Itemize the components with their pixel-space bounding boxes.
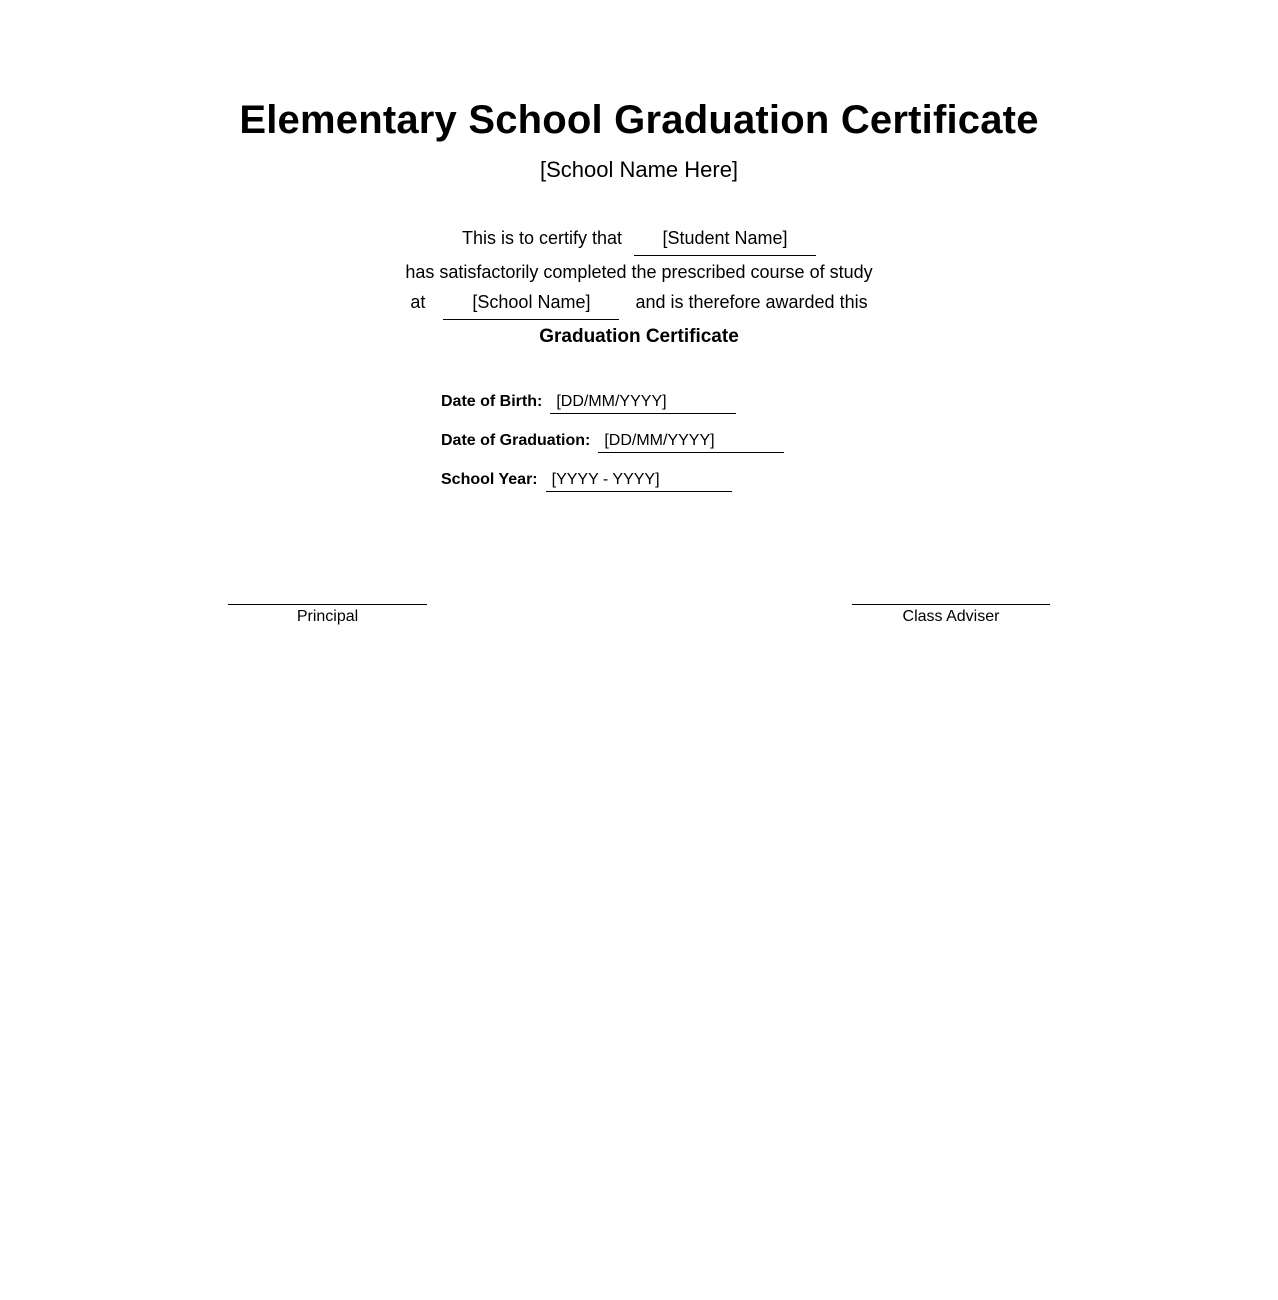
- date-of-birth-label: Date of Birth:: [441, 393, 543, 410]
- award-title: Graduation Certificate: [539, 326, 739, 347]
- school-year-row: [441, 472, 732, 492]
- school-name-field[interactable]: [School Name]: [443, 293, 619, 320]
- certify-line: [0, 229, 1278, 256]
- awarded-suffix-text: and is therefore awarded this: [635, 292, 868, 312]
- date-of-graduation-field[interactable]: [DD/MM/YYYY]: [598, 433, 784, 453]
- completed-text: has satisfactorily completed the prescribed course of study: [405, 262, 873, 282]
- date-of-graduation-row: [441, 433, 784, 453]
- completed-line: [0, 263, 1278, 281]
- date-of-graduation-label: Date of Graduation:: [441, 432, 591, 449]
- school-year-field[interactable]: [YYYY - YYYY]: [546, 472, 732, 492]
- school-year-label: School Year:: [441, 471, 538, 488]
- school-name-heading: [School Name Here]: [539, 157, 739, 182]
- class-adviser-signature-label: Class Adviser: [902, 608, 1000, 625]
- awarded-line: [0, 293, 1278, 320]
- certificate-title: Elementary School Graduation Certificate: [239, 98, 1039, 142]
- principal-signature-label: Principal: [296, 608, 359, 625]
- certify-prefix-text: This is to certify that: [461, 228, 623, 248]
- at-text: at: [410, 292, 426, 312]
- principal-signature-block: [228, 604, 427, 626]
- date-of-birth-field[interactable]: [DD/MM/YYYY]: [550, 394, 736, 414]
- class-adviser-signature-block: [852, 604, 1050, 626]
- student-name-field[interactable]: [Student Name]: [634, 229, 816, 256]
- date-of-birth-row: [441, 394, 736, 414]
